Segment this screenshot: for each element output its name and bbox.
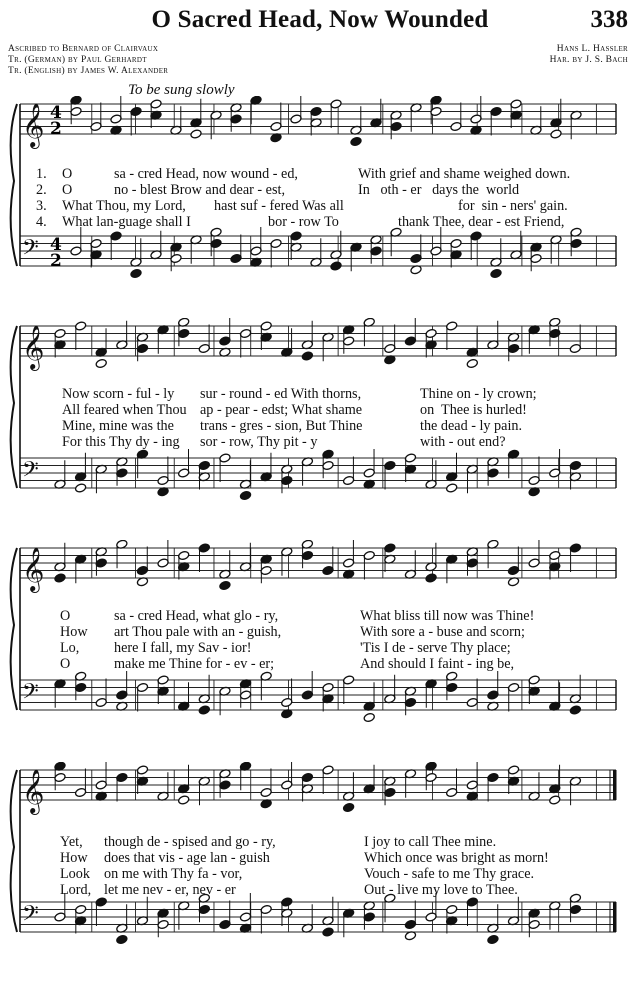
lyric-segment: Thine on - ly crown;: [420, 386, 537, 402]
note-head: [507, 565, 519, 575]
lyric-segment: What Thou, my Lord,: [62, 198, 186, 214]
note-head: [446, 682, 458, 692]
note-head: [570, 238, 582, 248]
time-signature-denominator: 2: [50, 119, 62, 139]
note-head: [569, 705, 581, 715]
note-head: [110, 114, 122, 124]
note-head: [239, 490, 251, 500]
lyric-segment: make me Thine for - ev - er;: [114, 656, 275, 672]
note-head: [487, 690, 499, 700]
note-head: [95, 558, 107, 568]
lyric-segment: here I fall, my Sav - ior!: [114, 640, 252, 656]
note-head: [130, 268, 142, 278]
lyric-segment: How: [60, 624, 88, 640]
verse-number: 3.: [36, 198, 47, 214]
note-head: [136, 343, 148, 353]
note-head: [301, 351, 313, 361]
note-head: [342, 336, 354, 346]
note-head: [528, 675, 540, 685]
note-head: [95, 780, 107, 790]
note-head: [425, 912, 437, 922]
note-head: [404, 336, 416, 346]
treble-clef-icon: 𝄞: [22, 325, 45, 369]
note-head: [110, 231, 122, 241]
note-head: [301, 772, 313, 782]
lyric-segment: thank Thee, dear - est Friend,: [398, 214, 565, 230]
lyric-segment: sa - cred Head, now wound - ed,: [114, 166, 298, 182]
note-head: [404, 697, 416, 707]
note-head: [569, 904, 581, 914]
note-head: [116, 690, 128, 700]
note-head: [190, 129, 202, 139]
note-head: [74, 904, 86, 914]
verse-number: 4.: [36, 214, 47, 230]
treble-clef-icon: 𝄞: [22, 547, 45, 591]
note-head: [342, 475, 354, 485]
note-head: [74, 321, 86, 331]
note-head: [219, 919, 231, 929]
lyric-segment: does that vis - age lan - guish: [104, 850, 270, 866]
note-head: [239, 912, 251, 922]
lyric-segment: on Thee is hurled!: [420, 402, 527, 418]
note-head: [550, 129, 562, 139]
note-head: [70, 106, 82, 116]
note-head: [157, 919, 169, 929]
music-system-3: [0, 540, 640, 754]
bass-staff: [20, 449, 616, 501]
note-head: [342, 802, 354, 812]
lyric-segment: the dead - ly pain.: [420, 418, 523, 434]
verse-line-4: [0, 882, 640, 900]
note-head: [70, 246, 82, 256]
credit-english-translator: Tr. (English) by James W. Alexander: [8, 66, 169, 76]
note-head: [528, 475, 540, 485]
note-head: [198, 543, 210, 553]
lyric-segment: with - out end?: [420, 434, 506, 450]
note-head: [322, 565, 334, 575]
note-head: [95, 358, 107, 368]
note-head: [487, 772, 499, 782]
note-head: [363, 912, 375, 922]
time-signature-numerator: 4: [50, 103, 62, 123]
lyric-segment: Yet,: [60, 834, 83, 850]
note-head: [404, 453, 416, 463]
credit-german-translator: Tr. (German) by Paul Gerhardt: [8, 55, 147, 65]
music-system-1: [0, 96, 640, 310]
lyric-segment: art Thou pale with an - guish,: [114, 624, 282, 640]
tempo-marking: To be sung slowly: [128, 82, 235, 98]
note-head: [281, 475, 293, 485]
lyric-segment: What lan-guage shall I: [62, 214, 191, 230]
note-head: [410, 253, 422, 263]
treble-staff: [20, 762, 617, 815]
note-head: [363, 712, 375, 722]
bass-clef-icon: 𝄢: [22, 901, 39, 932]
note-head: [178, 550, 190, 560]
note-head: [470, 114, 482, 124]
lyric-segment: I joy to call Thee mine.: [364, 834, 497, 850]
note-head: [54, 912, 66, 922]
note-head: [219, 780, 231, 790]
note-head: [384, 543, 396, 553]
note-head: [384, 343, 396, 353]
note-head: [178, 468, 190, 478]
note-head: [54, 573, 66, 583]
note-head: [350, 136, 362, 146]
note-head: [281, 697, 293, 707]
lyric-segment: let me nev - er, nev - er: [104, 882, 236, 898]
lyric-segment: How: [60, 850, 88, 866]
note-head: [528, 558, 540, 568]
note-head: [136, 565, 148, 575]
treble-clef-icon: 𝄞: [22, 103, 45, 147]
lyric-segment: sur - round - ed With thorns,: [200, 386, 362, 402]
note-head: [487, 934, 499, 944]
hymn-number: 338: [590, 6, 628, 33]
lyric-segment: ap - pear - edst; What shame: [200, 402, 363, 418]
lyric-segment: All feared when Thou: [62, 402, 187, 418]
note-head: [450, 121, 462, 131]
credit-composer: Hans L. Hassler: [556, 44, 628, 54]
lyric-segment: And should I faint - ing be,: [360, 656, 515, 672]
note-head: [330, 99, 342, 109]
lyric-segment: What bliss till now was Thine!: [360, 608, 535, 624]
note-head: [130, 106, 142, 116]
bass-staff: [20, 227, 616, 279]
lyric-segment: Lord,: [60, 882, 92, 898]
note-head: [430, 106, 442, 116]
note-head: [446, 321, 458, 331]
lyric-segment: For this Thy dy - ing: [62, 434, 180, 450]
lyric-segment: no - blest Brow and dear - est,: [114, 182, 285, 198]
time-signature-numerator: 4: [50, 235, 62, 255]
note-head: [507, 682, 519, 692]
note-head: [281, 780, 293, 790]
note-head: [322, 765, 334, 775]
note-head: [157, 675, 169, 685]
lyric-segment: sor - row, Thy pit - y: [200, 434, 318, 450]
music-system-4: [0, 762, 640, 976]
note-head: [270, 121, 282, 131]
lyric-segment: O: [62, 166, 73, 182]
note-head: [74, 787, 86, 797]
lyric-segment: Vouch - safe to me Thy grace.: [364, 866, 535, 882]
music-system-2: [0, 318, 640, 532]
treble-staff: [20, 318, 616, 371]
note-head: [569, 543, 581, 553]
lyric-segment: sa - cred Head, what glo - ry,: [114, 608, 279, 624]
note-head: [370, 246, 382, 256]
note-head: [322, 682, 334, 692]
hymn-title: O Sacred Head, Now Wounded: [151, 6, 489, 33]
note-head: [490, 106, 502, 116]
note-head: [446, 904, 458, 914]
note-head: [342, 558, 354, 568]
note-head: [384, 460, 396, 470]
lyric-segment: In oth - er days the world: [358, 182, 520, 198]
note-head: [219, 453, 231, 463]
lyric-segment: Lo,: [60, 640, 80, 656]
bass-clef-icon: 𝄢: [22, 457, 39, 488]
note-head: [322, 927, 334, 937]
note-head: [198, 343, 210, 353]
note-head: [466, 358, 478, 368]
lyric-segment: O: [62, 182, 73, 198]
note-head: [470, 231, 482, 241]
verse-line-4: [0, 434, 640, 452]
note-head: [116, 772, 128, 782]
credits-right: [550, 44, 628, 66]
note-head: [157, 475, 169, 485]
note-head: [330, 261, 342, 271]
note-head: [74, 483, 86, 493]
note-head: [157, 558, 169, 568]
lyric-segment: With sore a - buse and scorn;: [360, 624, 525, 640]
note-head: [198, 460, 210, 470]
note-head: [116, 934, 128, 944]
note-head: [310, 106, 322, 116]
note-head: [260, 321, 272, 331]
lyric-segment: bor - row To: [268, 214, 339, 230]
bass-clef-icon: 𝄢: [22, 235, 39, 266]
note-head: [446, 787, 458, 797]
verse-line-4: [0, 656, 640, 674]
note-head: [301, 690, 313, 700]
note-head: [466, 780, 478, 790]
note-head: [74, 682, 86, 692]
note-head: [507, 765, 519, 775]
credits-left: [8, 44, 168, 77]
lyric-segment: O: [60, 656, 71, 672]
lyric-segment: Which once was bright as morn!: [364, 850, 549, 866]
note-head: [530, 253, 542, 263]
note-head: [301, 550, 313, 560]
note-head: [150, 99, 162, 109]
bass-staff: [20, 671, 616, 723]
note-head: [390, 121, 402, 131]
treble-staff: [20, 540, 616, 593]
note-head: [322, 460, 334, 470]
note-head: [54, 772, 66, 782]
lyric-segment: 'Tis I de - serve Thy place;: [360, 640, 511, 656]
note-head: [507, 343, 519, 353]
note-head: [384, 787, 396, 797]
note-head: [450, 238, 462, 248]
note-head: [510, 99, 522, 109]
note-head: [466, 697, 478, 707]
note-head: [95, 697, 107, 707]
note-head: [260, 787, 272, 797]
note-head: [528, 919, 540, 929]
note-head: [116, 468, 128, 478]
note-head: [569, 343, 581, 353]
credit-author: Ascribed to Bernard of Clairvaux: [8, 44, 159, 54]
note-head: [569, 460, 581, 470]
note-head: [363, 468, 375, 478]
note-head: [136, 765, 148, 775]
note-head: [430, 246, 442, 256]
lyric-segment: Now scorn - ful - ly: [62, 386, 175, 402]
treble-staff: [20, 96, 616, 149]
verse-number: 2.: [36, 182, 47, 198]
bass-staff: [20, 893, 617, 945]
note-head: [425, 772, 437, 782]
note-head: [260, 904, 272, 914]
lyric-segment: on me with Thy fa - vor,: [104, 866, 243, 882]
note-head: [198, 904, 210, 914]
note-head: [487, 468, 499, 478]
verse-number: 1.: [36, 166, 47, 182]
note-head: [270, 238, 282, 248]
note-head: [239, 328, 251, 338]
treble-clef-icon: 𝄞: [22, 769, 45, 813]
lyric-segment: With grief and shame weighed down.: [358, 166, 571, 182]
note-head: [466, 558, 478, 568]
note-head: [425, 328, 437, 338]
note-head: [239, 690, 251, 700]
note-head: [250, 246, 262, 256]
note-head: [363, 550, 375, 560]
verse-line-4: [0, 214, 640, 232]
note-head: [490, 268, 502, 278]
note-head: [230, 114, 242, 124]
note-head: [170, 253, 182, 263]
note-head: [178, 328, 190, 338]
note-head: [219, 336, 231, 346]
note-head: [290, 231, 302, 241]
note-head: [446, 483, 458, 493]
lyric-segment: though de - spised and go - ry,: [104, 834, 276, 850]
note-head: [230, 253, 242, 263]
note-head: [342, 675, 354, 685]
lyric-segment: Look: [60, 866, 90, 882]
note-head: [404, 919, 416, 929]
lyric-segment: hast suf - fered Was all: [214, 198, 344, 214]
credit-harmonizer: Har. by J. S. Bach: [549, 55, 628, 65]
note-head: [290, 114, 302, 124]
note-head: [260, 565, 272, 575]
note-head: [198, 705, 210, 715]
lyric-segment: O: [60, 608, 71, 624]
lyric-segment: trans - gres - sion, But Thine: [200, 418, 363, 434]
note-head: [54, 328, 66, 338]
note-head: [219, 580, 231, 590]
time-signature-denominator: 2: [50, 251, 62, 271]
lyric-segment: Out - live my love to Thee.: [364, 882, 518, 898]
lyric-segment: for sin - ners' gain.: [458, 198, 568, 214]
note-head: [136, 682, 148, 692]
note-head: [178, 795, 190, 805]
note-head: [210, 238, 222, 248]
bass-clef-icon: 𝄢: [22, 679, 39, 710]
note-head: [425, 573, 437, 583]
lyric-segment: Mine, mine was the: [62, 418, 174, 434]
